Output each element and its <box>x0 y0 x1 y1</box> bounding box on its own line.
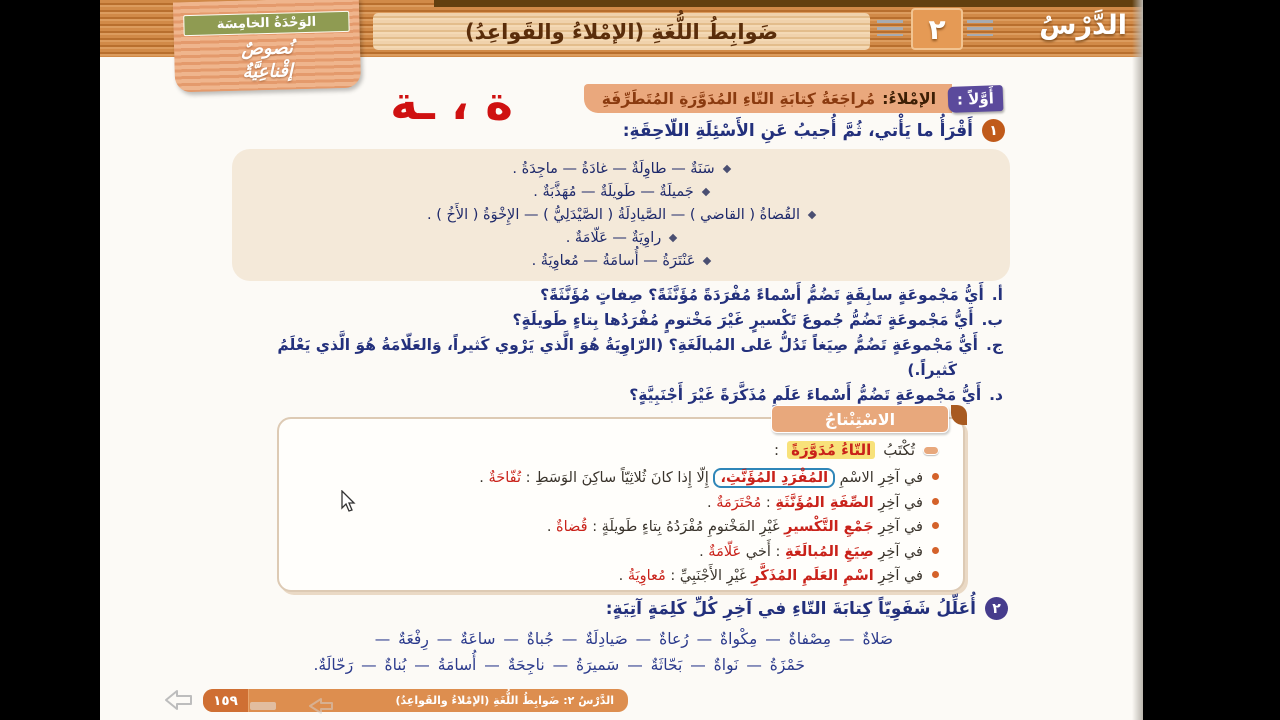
question-a: أ. أَيُّ مَجْموعَةٍ سابِقَةٍ تَضُمُّ أَسْماءً مُفْرَدَةً مُؤَنَّثَةً؟ صِفاتٍ مُؤَنَّثَةً؟ <box>540 286 1003 304</box>
word-list-line: صَلاةٌ — مِصْفاةٌ — مِكْواةٌ — رُعاةٌ — صَيادِلَةٌ — جُباةٌ — ساعَةٌ — رِفْعَةٌ — <box>374 630 893 648</box>
diamond-bullet-icon <box>669 234 677 242</box>
page-edge-shadow <box>1132 0 1143 720</box>
exercise1-prompt-row <box>623 119 1005 142</box>
conclusion-box <box>277 409 965 592</box>
page-title: ضَوابِطُ اللُّغَةِ (الإمْلاءُ والقَواعِدُ) <box>373 13 870 50</box>
word-group-line: القُضاةُ ( القاضي ) — الصَّيادِلَةُ ( الصَّيْدَلِيُّ ) — الإِخْوَةُ ( الأَخُ ) . <box>252 204 990 227</box>
ordinal-badge: أَوَّلاً : <box>948 85 1004 113</box>
exercise2-prompt: أُعَلِّلُ شَفَوِيّاً كِتابَةَ التّاءِ في آخِرِ كُلِّ كَلِمَةٍ آتِيَةٍ: <box>605 598 976 619</box>
word-group-line: راوِيَةٌ — عَلّامَةٌ . <box>252 227 990 250</box>
rule-item: في آخِرِ اسْمِ العَلَمِ المُذَكَّرِ غَيْرِ الأَجْنَبِيِّ : مُعاوِيَةُ . <box>295 564 939 589</box>
unit-title: الوَحْدَةُ الخامِسَة <box>183 11 349 36</box>
word-group-line: سَنَةٌ — طاوِلَةٌ — غادَةُ — ماجِدَةُ . <box>252 158 990 181</box>
imlaa-label: الإمْلاءُ: <box>882 89 937 108</box>
rule-item: في آخِرِ جَمْعِ التَّكْسيرِ غَيْرِ المَخْتومِ مُفْرَدُهُ بِتاءٍ طَويلَةٍ : قُضاةٌ . <box>295 515 939 540</box>
rule-item: في آخِرِ صِيَغِ المُبالَغَةِ : أَخي عَلّامَةٌ . <box>295 540 939 565</box>
exercise1-number-badge: ١ <box>982 119 1005 142</box>
diamond-bullet-icon <box>701 188 709 196</box>
exercise2-word-list <box>233 626 893 678</box>
lesson-label: الدَّرْسُ <box>1039 10 1127 41</box>
exercise2-number-badge: ٢ <box>985 597 1008 620</box>
circle-bullet-icon <box>932 522 939 529</box>
rule-item: في آخِرِ الاسْمِ المُفْرَدِ المُؤَنَّثِ، إِلّا إِذا كانَ ثُلاثِيّاً ساكِنَ الوَسَطِ : تُفّاحَةٌ . <box>295 466 939 491</box>
unit-badge <box>173 0 361 92</box>
exercise2-prompt-row <box>606 597 1008 620</box>
imlaa-section-heading <box>584 84 1003 113</box>
dash-bullet-icon <box>923 446 939 455</box>
right-black-bar <box>1143 0 1280 720</box>
imlaa-description: مُراجَعَةُ كِتابَةِ التّاءِ المُدَوَّرَةِ المُتَطَرِّفَةِ <box>601 89 876 108</box>
header-tick-marks <box>967 20 993 36</box>
lesson-number-box: ٢ <box>911 8 963 50</box>
circle-bullet-icon <box>932 571 939 578</box>
diamond-bullet-icon <box>808 211 816 219</box>
word-groups-box <box>232 149 1010 281</box>
circle-bullet-icon <box>932 473 939 480</box>
rule-item: في آخِرِ الصِّفَةِ المُؤَنَّثَةِ : مُحْتَرَمَةٌ . <box>295 491 939 516</box>
diamond-bullet-icon <box>722 165 730 173</box>
textbook-page <box>100 0 1143 720</box>
diamond-bullet-icon <box>703 257 711 265</box>
ghost-control[interactable] <box>250 702 276 710</box>
left-black-bar <box>0 0 100 720</box>
word-group-line: عَنْتَرَةُ — أُسامَةُ — مُعاوِيَةُ . <box>252 250 990 273</box>
question-d: د. أَيُّ مَجْموعَةٍ تَضُمُّ أَسْماءَ عَلَمٍ مُذَكَّرَةً غَيْرَ أَجْنَبِيَّةٍ؟ <box>629 386 1003 404</box>
boxed-term: المُفْرَدِ المُؤَنَّثِ، <box>713 468 835 488</box>
forward-arrow-icon[interactable] <box>308 698 334 718</box>
circle-bullet-icon <box>932 498 939 505</box>
conclusion-badge: الاسْتِنْتاجُ <box>771 405 949 433</box>
mouse-cursor <box>340 490 356 512</box>
page-number-badge: ١٥٩ <box>203 689 249 712</box>
back-arrow-icon[interactable] <box>164 688 194 712</box>
question-b: ب. أَيُّ مَجْموعَةٍ تَضُمُّ جُموعَ تَكْسيرٍ غَيْرَ مَخْتومٍ مُفْرَدُها بِتاءٍ طَويلَةٍ؟ <box>512 311 1003 329</box>
imlaa-heading-bar <box>584 84 952 113</box>
conclusion-body <box>279 419 963 595</box>
question-c-continued: كَثيراً.) <box>907 361 957 379</box>
taa-marbuta-annotation: ة ، ـة <box>390 76 513 131</box>
word-list-line: حَمْزَةُ — نَواةٌ — بَحّاثَةٌ — سَميرَةُ — ناجِحَةٌ — أُسامَةُ — بُناةٌ — رَحّالَةٌ. <box>313 656 805 674</box>
footer-lesson-ref: الدَّرْسُ ٢: ضَوابِطُ اللُّغَةِ (الإمْلاءُ والقَواعِدُ) <box>395 694 614 707</box>
unit-subtitle: نُصوصٌ إقْناعِيَّةٌ <box>240 37 294 83</box>
word-group-line: جَميلَةٌ — طَويلَةٌ — مُهَذَّبَةٌ . <box>252 181 990 204</box>
circle-bullet-icon <box>932 547 939 554</box>
conclusion-intro: تُكْتَبُ التّاءُ مُدَوَّرَةً : <box>295 441 939 459</box>
highlighted-term: التّاءُ مُدَوَّرَةً <box>787 441 875 459</box>
exercise1-prompt: أَقْرَأُ ما يَأْتي، ثُمَّ أُجيبُ عَنِ الأَسْئِلَةِ اللّاحِقَةِ: <box>622 120 973 141</box>
viewer-nav-controls <box>158 686 398 720</box>
question-c: ج. أَيُّ مَجْموعَةٍ تَضُمُّ صِيَغاً تَدُلُّ عَلى المُبالَغَةِ؟ (الرّاوِيَةُ هُوَ الَّذي يَرْوي كَثيراً، وَالعَلّامَةُ هُوَ الَّذي يَعْلَمُ <box>277 336 1003 354</box>
header-tick-marks <box>877 20 903 36</box>
exercise1-questions <box>223 283 1003 408</box>
